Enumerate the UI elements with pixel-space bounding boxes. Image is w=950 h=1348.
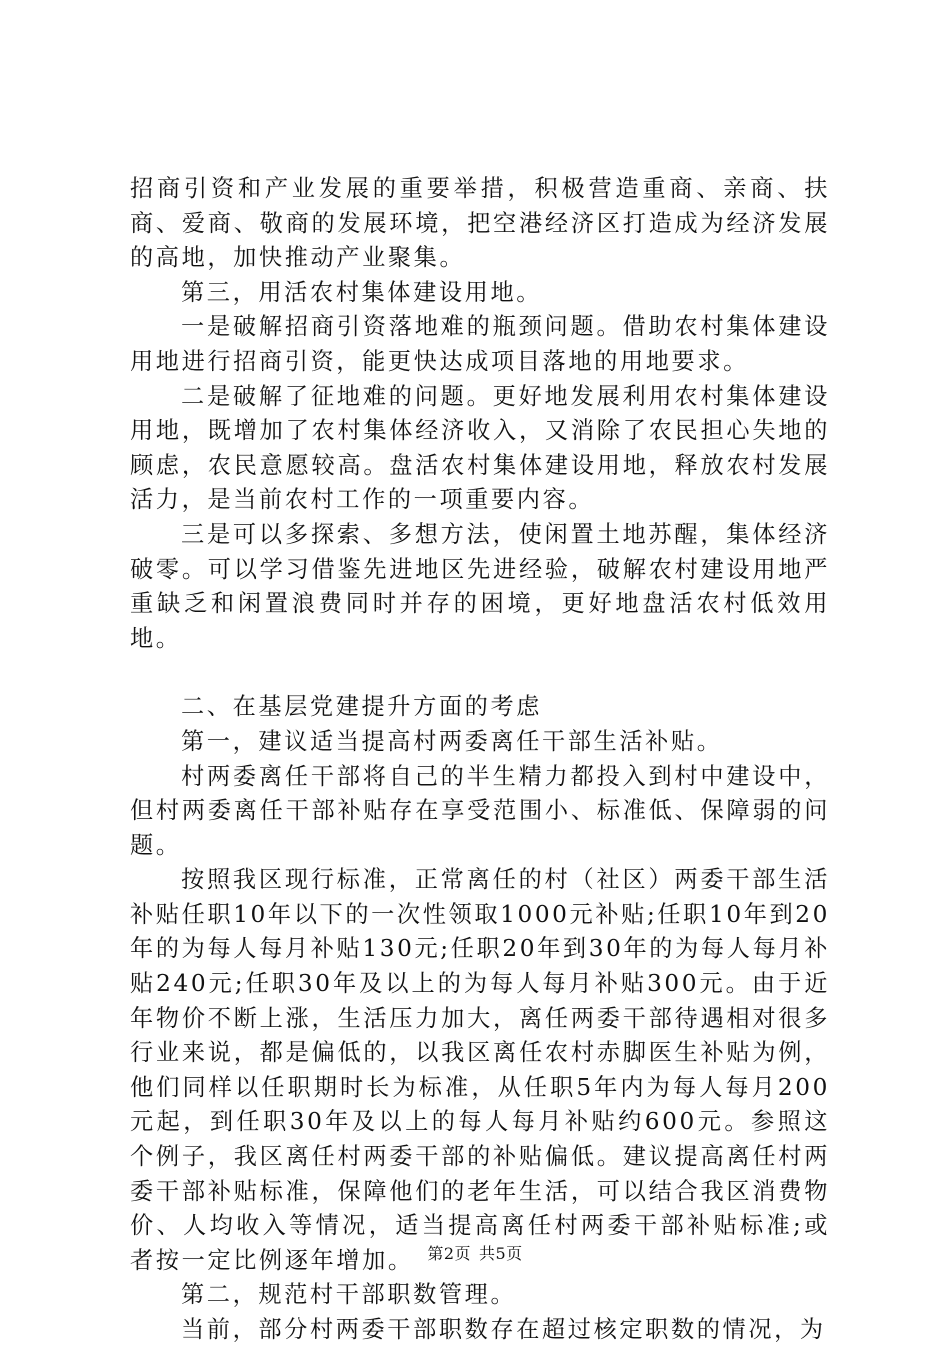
paragraph-spacer: [130, 656, 830, 690]
page-number: 第2页: [427, 1244, 471, 1263]
section-heading: 第一，建议适当提高村两委离任干部生活补贴。: [181, 727, 723, 755]
page-total: 共5页: [479, 1244, 523, 1263]
paragraph: 按照我区现行标准，正常离任的村（社区）两委干部生活补贴任职10年以下的一次性领取1000元补贴;任职10年到20年的为每人每月补贴130元;任职20年到30年的为每人每月补贴240元;任职30年及以上的为每人每月补贴300元。由于近年物价不断上涨，生活压力加大，离任两委干部待遇相对很多行业来说，都是偏低的，以我区离任农村赤脚医生补贴为例，他们同样以任职期时长为标准，从任职5年内为每人每月200元起，到任职30年及以上的每人每月补贴约600元。参照这个例子，我区离任村两委干部的补贴偏低。建议提高离任村两委干部补贴标准，保障他们的老年生活，可以结合我区消费物价、人均收入等情况，适当提高离任村两委干部补贴标准;或者按一定比例逐年增加。: [130, 866, 830, 1274]
paragraph: 三是可以多探索、多想方法，使闲置土地苏醒，集体经济破零。可以学习借鉴先进地区先进经验，破解农村建设用地严重缺乏和闲置浪费同时并存的困境，更好地盘活农村低效用地。: [130, 520, 830, 652]
section-heading: 第三，用活农村集体建设用地。: [181, 278, 543, 306]
document-body: [130, 172, 830, 1348]
section-heading: 二、在基层党建提升方面的考虑: [181, 693, 543, 721]
section-heading: 第二，规范村干部职数管理。: [181, 1281, 517, 1309]
paragraph: 村两委离任干部将自己的半生精力都投入到村中建设中，但村两委离任干部补贴存在享受范围小、标准低、保障弱的问题。: [130, 762, 830, 859]
paragraph: 招商引资和产业发展的重要举措，积极营造重商、亲商、扶商、爱商、敬商的发展环境，把空港经济区打造成为经济发展的高地，加快推动产业聚集。: [130, 175, 830, 272]
paragraph: 当前，部分村两委干部职数存在超过核定职数的情况，为: [181, 1316, 826, 1343]
page-footer: [0, 1244, 950, 1264]
paragraph: 二是破解了征地难的问题。更好地发展利用农村集体建设用地，既增加了农村集体经济收入，又消除了农民担心失地的顾虑，农民意愿较高。盘活农村集体建设用地，释放农村发展活力，是当前农村工作的一项重要内容。: [130, 382, 830, 514]
paragraph: 一是破解招商引资落地难的瓶颈问题。借助农村集体建设用地进行招商引资，能更快达成项目落地的用地要求。: [130, 313, 830, 375]
